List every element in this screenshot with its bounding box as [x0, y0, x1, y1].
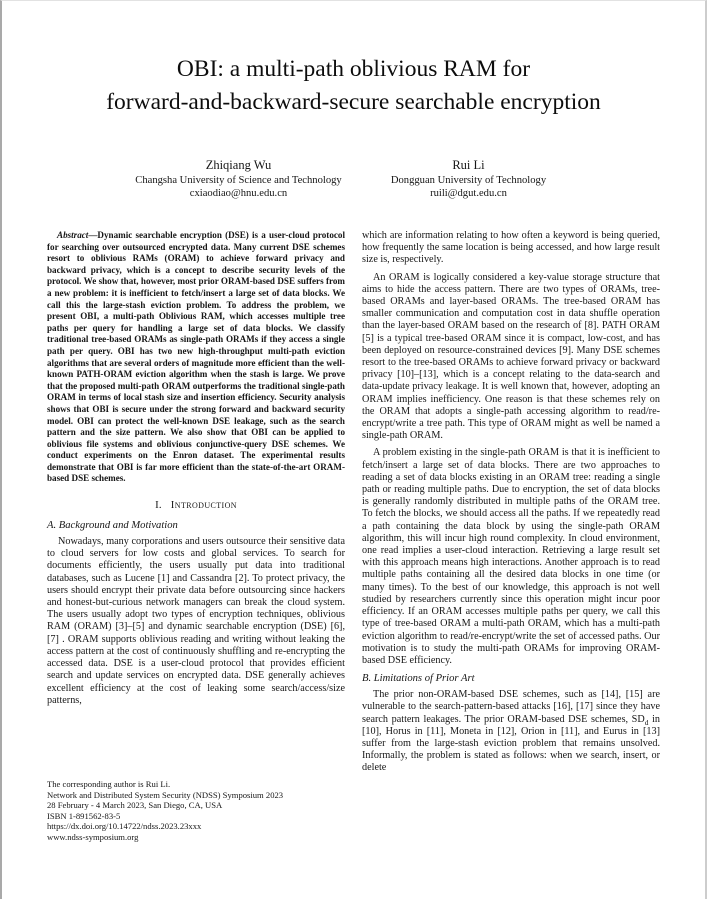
paragraph-background-motivation: Nowadays, many corporations and users outsource their sensitive data to cloud servers for low costs and global services. To search for documents efficiently, the users usually put data into traditional databases, such as Lucene [1] and Cassandra [2]. To protect privacy, the users should encrypt their private data before outsourcing since hackers and honest-but-curious network managers can break the cloud system. The users usually adopt two types of encryption techniques, oblivious RAM (ORAM) [3]–[5] and dynamic searchable encryption (DSE) [6], [7] . ORAM supports oblivious reading and writing without leaking the access pattern at the cost of continuously shuffling and re-encrypting the accessed data. DSE is a user-cloud protocol that provides efficient search and update services on encrypted data. DSE generally achieves excellent efficiency at the cost of leaking some search/access/size patterns,: [47, 536, 345, 706]
section-number: I.: [155, 499, 162, 512]
two-column-body: [47, 230, 660, 780]
author-affiliation: Changsha University of Science and Technology: [135, 175, 342, 186]
abstract-label: Abstract: [57, 230, 89, 240]
title-line-1: OBI: a multi-path oblivious RAM for: [176, 56, 531, 82]
paper-title: [2, 1, 705, 119]
corresponding-author-note: The corresponding author is Rui Li.: [47, 779, 171, 789]
author-block-2: [354, 157, 584, 200]
section-heading-introduction: [47, 499, 345, 511]
column-left: [47, 230, 345, 780]
subsection-heading-a: A. Background and Motivation: [47, 520, 178, 532]
footnote: [47, 779, 359, 842]
abstract: [47, 230, 345, 485]
isbn: ISBN 1-891562-83-5: [47, 810, 121, 821]
author-affiliation: Dongguan University of Technology: [390, 175, 547, 186]
abstract-text: —Dynamic searchable encryption (DSE) is a user-cloud protocol for searching over outsourced encrypted data. Many current DSE schemes resort to oblivious RAMs (ORAM) to achieve forward privacy and backward privacy, which is a concept to describe security levels of the protocol. We show that, however, most prior ORAM-based DSE suffers from a new problem: it is inefficient to fetch/insert a large set of data blocks. We call this the large-stash eviction problem. To address the problem, we present OBI, a multi-path Oblivious RAM, which accesses multiple tree paths per query for handling a large set of data blocks. We classify traditional tree-based ORAMs as single-path ORAMs if they access a single path per query. OBI has two new high-throughput multi-path eviction algorithms that are several orders of magnitude more efficient than the well-known PATH-ORAM eviction algorithm when the stash is large. We prove that the proposed multi-path ORAM outperforms the traditional single-path ORAM in terms of local stash size and insertion efficiency. Security analysis shows that OBI is secure under the strong forward and backward security model. OBI can protect the well-known DSE leakage, such as the search pattern and the size pattern. We also show that OBI can be applied to oblivious file systems and oblivious conjunctive-query DSE schemes. We conduct experiments on the Enron dataset. The experimental results demonstrate that OBI is far more efficient than the state-of-the-art ORAM-based DSE schemes.: [47, 230, 345, 484]
author-name: Zhiqiang Wu: [205, 158, 272, 172]
paragraph-leakage-continuation: which are information relating to how often a keyword is being queried, how frequently the same location is being accessed, and how large result size is, respectively.: [362, 230, 660, 266]
paragraph-prior-art-limitations: [362, 689, 660, 774]
authors-row: [2, 157, 705, 200]
paragraph-single-path-problem: A problem existing in the single-path ORAM is that it is inefficient to fetch/insert a large set of data blocks. There are two approaches to reading a set of data blocks existing in an ORAM tree: reading a single path or reading multiple paths. Due to encryption, the set of data blocks is generally randomly distributed in multiple paths of the ORAM tree. To fetch the blocks, we should access all the paths. If we repeatedly read a path containing the data block by using the single-path ORAM algorithm, this will incur high round complexity. In cloud environment, one read implies a user-cloud interaction. Retrieving a large result set with this approach means high interactions. Another approach is to read multiple paths containing all the desired data blocks in one time (or many times). To the best of our knowledge, this approach is not well studied by researchers currently since this operation might incur poor efficiency. If an ORAM accesses multiple paths per query, we call this type of tree-based ORAM a multi-path ORAM, which has a multi-path eviction algorithm to read/re-encrypt/write the set of accessed paths. Our motivation is to study the multi-path ORAMs for improving ORAM-based DSE efficiency.: [362, 447, 660, 666]
title-line-2: forward-and-backward-secure searchable encryption: [106, 89, 601, 115]
section-title: Introduction: [170, 499, 237, 512]
author-name: Rui Li: [452, 158, 485, 172]
sd-subscript: d: [644, 717, 649, 727]
paragraph-oram-overview: An ORAM is logically considered a key-value storage structure that aims to hide the access pattern. There are two types of ORAMs, tree-based ORAMs and layer-based ORAMs. The tree-based ORAM has smaller communication and computation cost in data shuffle operation than the layer-based ORAM based on the research of [8]. PATH ORAM [5] is a typical tree-based ORAM since it is compact, low-cost, and has been deployed on resource-constrained devices [9]. Many DSE schemes resort to the tree-based ORAMs to achieve forward privacy or backward privacy [10]–[13], which is a concept relating to the data-search and data-update privacy leakage. It is well known that, however, adopting an ORAM implies inefficiency. One reason is that these schemes rely on the ORAM that adopts a single-path accessing algorithm to read/re-encrypt/write a tree path. This type of ORAM might as well be named a single-path ORAM.: [362, 271, 660, 442]
author-email: cxiaodiao@hnu.edu.cn: [189, 188, 288, 199]
conference-date-location: 28 February - 4 March 2023, San Diego, CA, USA: [47, 800, 223, 810]
doi-url[interactable]: https://dx.doi.org/10.14722/ndss.2023.23xxx: [47, 821, 202, 831]
subsection-heading-b: B. Limitations of Prior Art: [362, 673, 475, 685]
prior-art-text-after-subscript: in [10], Horus in [11], Moneta in [12], Orion in [11], and Eurus in [13] suffer from the large-stash eviction problem that remains unsolved. Informally, the problem is stated as follows: when we search, insert, or delete: [362, 713, 660, 774]
prior-art-text-before-subscript: The prior non-ORAM-based DSE schemes, such as [14], [15] are vulnerable to the search-pattern-based attacks [16], [17] since they have search pattern leakages. The prior ORAM-based DSE schemes, SD: [362, 689, 660, 725]
author-block-1: [124, 157, 354, 200]
column-right: [362, 230, 660, 780]
conference-name: Network and Distributed System Security (NDSS) Symposium 2023: [47, 789, 284, 800]
conference-website-url[interactable]: www.ndss-symposium.org: [47, 831, 139, 842]
author-email: ruili@dgut.edu.cn: [430, 188, 507, 199]
